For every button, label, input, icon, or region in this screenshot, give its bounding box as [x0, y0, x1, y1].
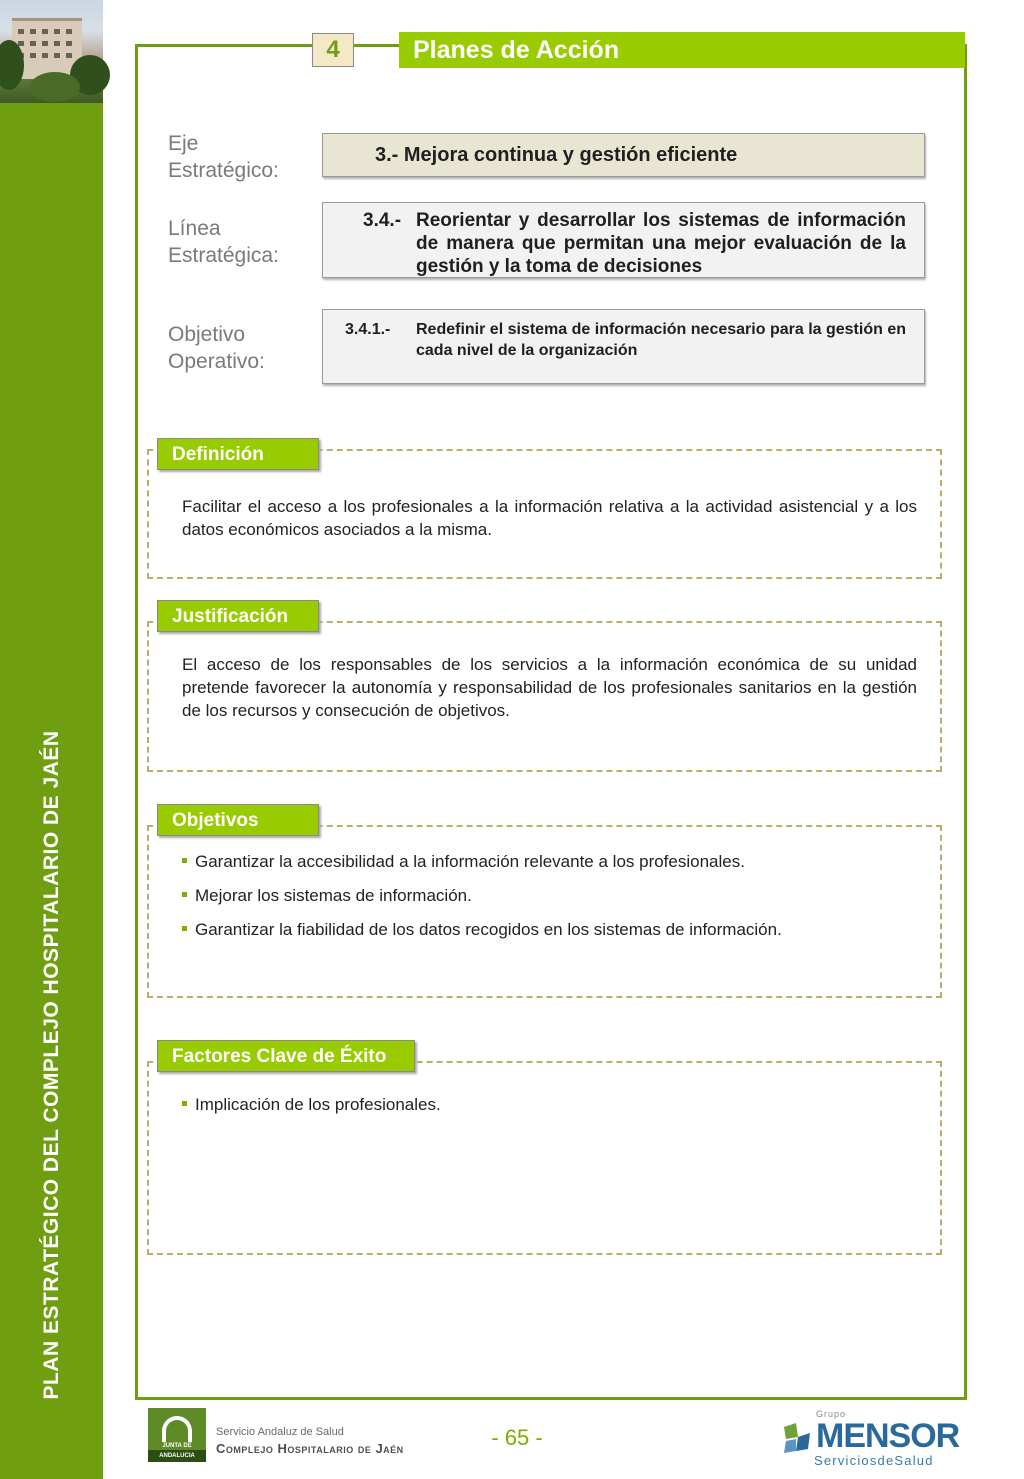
- chapter-title: Planes de Acción: [399, 32, 965, 68]
- objetivo-value: [322, 309, 925, 384]
- list-item: Garantizar la accesibilidad a la información relevante a los profesionales.: [182, 850, 782, 873]
- linea-value: [322, 202, 925, 278]
- chapter-number: 4: [312, 33, 354, 67]
- eje-label: Eje Estratégico:: [168, 132, 279, 182]
- vertical-document-title: PLAN ESTRATÉGICO DEL COMPLEJO HOSPITALARIO DE JAÉN: [40, 730, 63, 1400]
- justificacion-title: Justificación: [157, 600, 319, 632]
- eje-value: 3.- Mejora continua y gestión eficiente: [322, 133, 925, 177]
- sas-name: Servicio Andaluz de Salud: [216, 1426, 344, 1438]
- objetivos-title: Objetivos: [157, 804, 319, 836]
- sidebar: [0, 0, 103, 1479]
- definicion-title: Definición: [157, 438, 319, 470]
- objetivo-text: Redefinir el sistema de información necesario para la gestión en cada nivel de la organización: [416, 321, 906, 359]
- objetivos-list: [182, 850, 782, 952]
- list-item: Implicación de los profesionales.: [182, 1093, 441, 1116]
- objetivo-number: 3.4.1.-: [345, 321, 391, 338]
- mensor-mark-icon: [782, 1421, 812, 1455]
- linea-text: Reorientar y desarrollar los sistemas de información de manera que permitan una mejor evaluación de la gestión y la toma de decisiones: [416, 210, 906, 277]
- justificacion-text: El acceso de los responsables de los servicios a la información económica de su unidad pretende favorecer la autonomía y responsabilidad de los profesionales sanitarios en la gestión de los recursos y consecución de objetivos.: [182, 655, 917, 720]
- hospital-photo: [0, 0, 103, 103]
- list-item: Garantizar la fiabilidad de los datos recogidos en los sistemas de información.: [182, 918, 782, 941]
- factores-list: [182, 1093, 441, 1127]
- mensor-logo: Grupo MENSOR ServiciosdeSalud: [782, 1405, 957, 1469]
- page-number: - 65 -: [491, 1425, 543, 1450]
- linea-label: Línea Estratégica:: [168, 217, 279, 267]
- list-item: Mejorar los sistemas de información.: [182, 884, 782, 907]
- factores-box: [147, 1061, 942, 1255]
- definicion-text: Facilitar el acceso a los profesionales a la información relativa a la actividad asistencial y a los datos económicos asociados a la misma.: [182, 497, 917, 539]
- factores-title: Factores Clave de Éxito: [157, 1040, 415, 1072]
- junta-emblem-icon: JUNTA DE ANDALUCIA: [148, 1408, 206, 1462]
- linea-number: 3.4.-: [363, 210, 402, 231]
- objetivo-label: Objetivo Operativo:: [168, 323, 265, 373]
- sas-logo: [148, 1406, 404, 1464]
- hospital-name: Complejo Hospitalario de Jaén: [216, 1441, 404, 1456]
